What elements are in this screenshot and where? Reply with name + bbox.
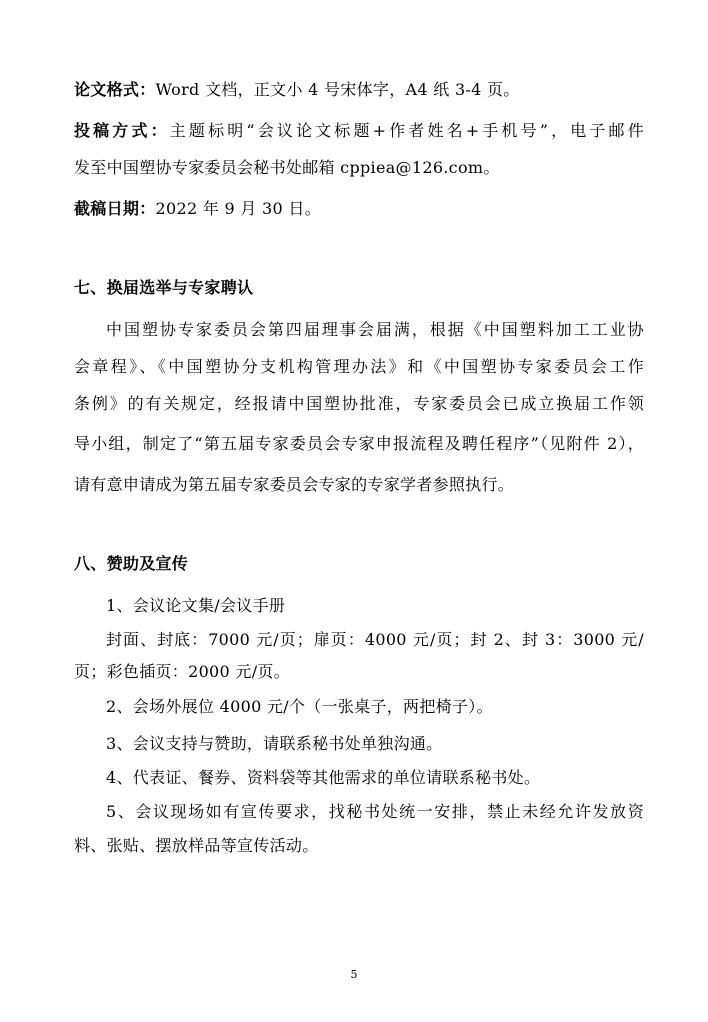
paper-format-label: 论文格式： bbox=[74, 80, 156, 99]
section-8-item-1: 1、会议论文集/会议手册 bbox=[106, 596, 286, 615]
section-8-item-2: 2、会场外展位 4000 元/个（一张桌子，两把椅子）。 bbox=[106, 697, 493, 716]
section-7-heading: 七、换届选举与专家聘认 bbox=[74, 278, 254, 297]
page-number: 5 bbox=[350, 968, 358, 981]
submission-label: 投稿方式： bbox=[74, 121, 170, 140]
section-8-item-5: 料、张贴、摆放样品等宣传活动。 bbox=[74, 836, 319, 855]
deadline-text: 2022 年 9 月 30 日。 bbox=[155, 199, 322, 218]
section-7-line: 中国塑协专家委员会第四届理事会届满，根据《中国塑料加工工业协 bbox=[106, 320, 644, 339]
section-7-line: 会章程》、《中国塑协分支机构管理办法》和《中国塑协专家委员会工作 bbox=[74, 357, 644, 376]
submission-line-1 bbox=[74, 121, 644, 141]
section-8-item-1-detail: 页；彩色插页：2000 元/页。 bbox=[74, 662, 290, 681]
paper-format-text: Word 文档，正文小 4 号宋体字，A4 纸 3-4 页。 bbox=[155, 80, 520, 99]
deadline-label: 截稿日期： bbox=[74, 199, 156, 218]
section-7-line: 导小组，制定了“第五届专家委员会专家申报流程及聘任程序”（见附件 2）， bbox=[74, 434, 644, 453]
section-7-line: 条例》的有关规定，经报请中国塑协批准，专家委员会已成立换届工作领 bbox=[74, 394, 644, 413]
section-8-item-3: 3、会议支持与赞助，请联系秘书处单独沟通。 bbox=[106, 734, 443, 753]
section-8-item-4: 4、代表证、餐券、资料袋等其他需求的单位请联系秘书处。 bbox=[106, 768, 541, 787]
submission-line-2: 发至中国塑协专家委员会秘书处邮箱 cppiea@126.com。 bbox=[74, 158, 500, 177]
section-8-heading: 八、赞助及宣传 bbox=[74, 554, 189, 573]
paper-format-line bbox=[74, 80, 644, 100]
section-7-line: 请有意申请成为第五届专家委员会专家的专家学者参照执行。 bbox=[74, 475, 515, 494]
deadline-line bbox=[74, 199, 644, 219]
section-8-item-5: 5、会议现场如有宣传要求，找秘书处统一安排，禁止未经允许发放资 bbox=[106, 802, 644, 821]
section-8-item-1-detail: 封面、封底：7000 元/页；扉页：4000 元/页；封 2、封 3：3000 元/ bbox=[106, 630, 644, 649]
submission-text-1: 主题标明“会议论文标题+作者姓名+手机号”，电子邮件 bbox=[169, 121, 644, 140]
